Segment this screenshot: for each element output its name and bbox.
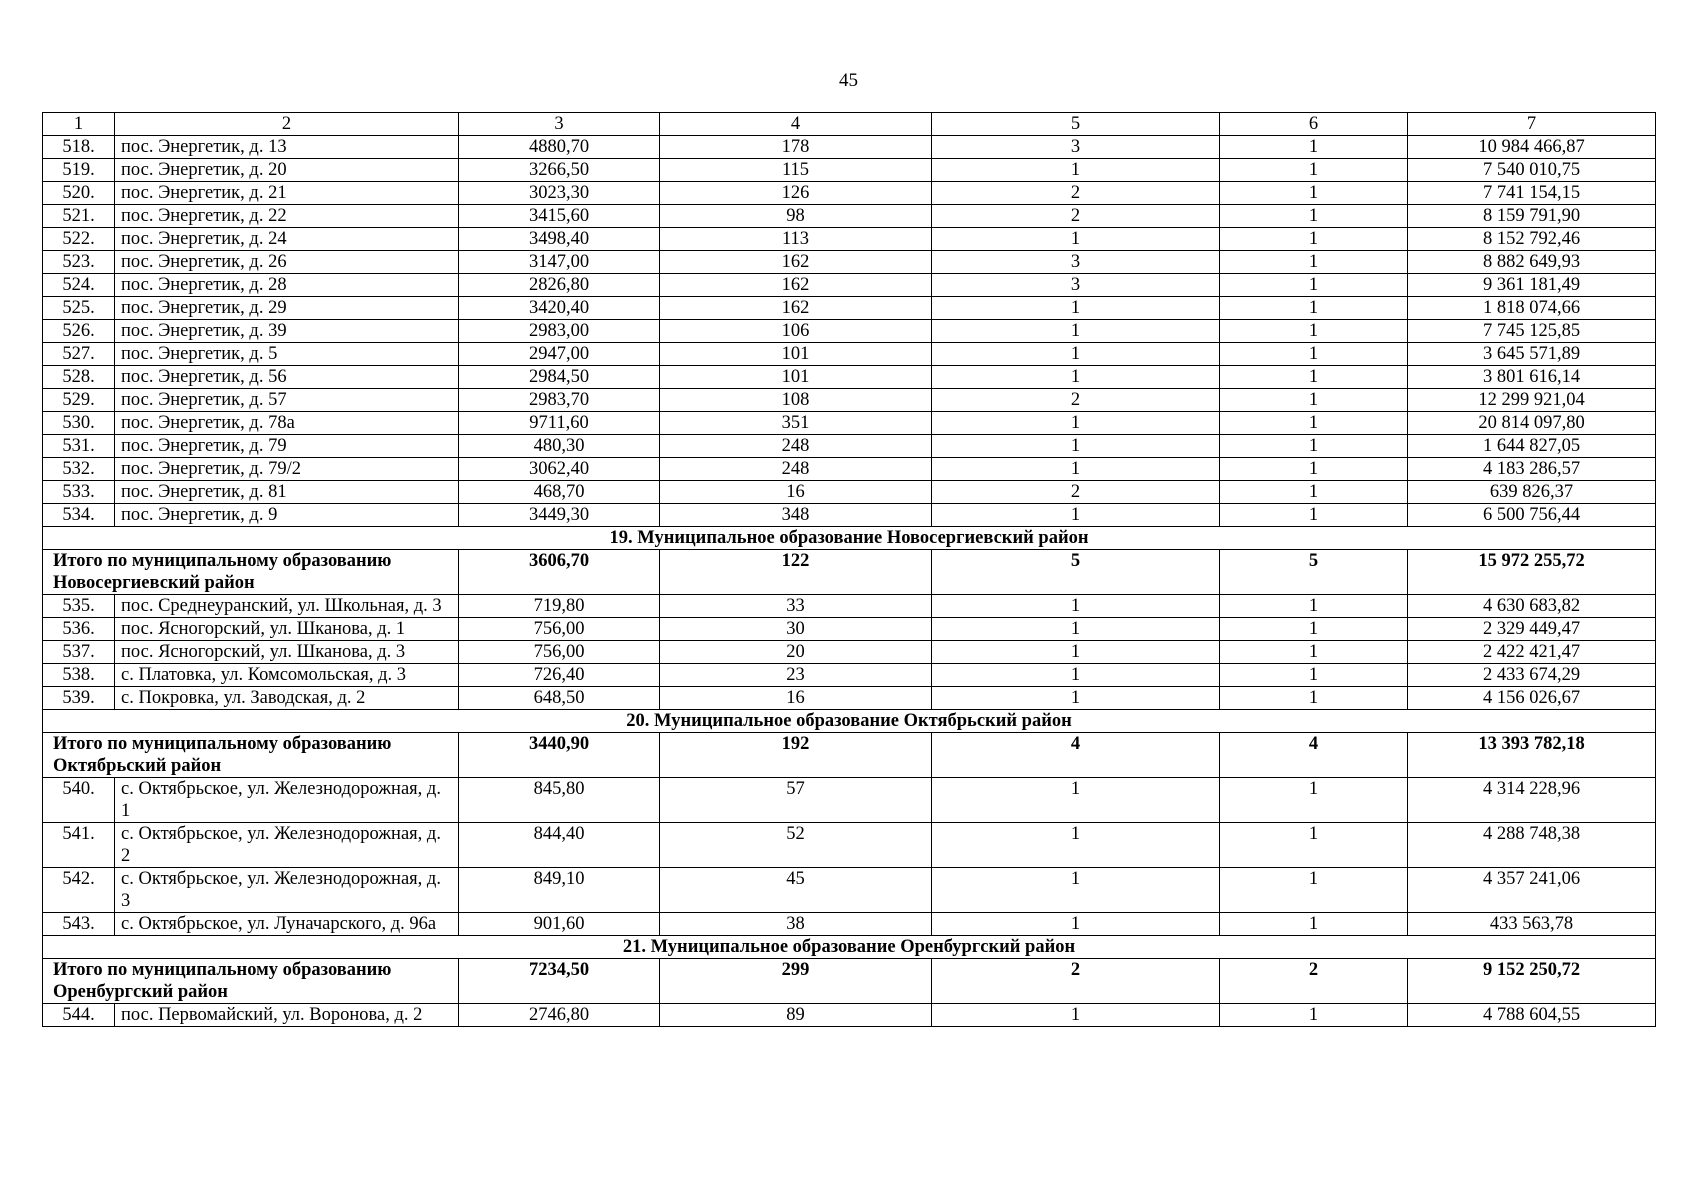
value-col-6: 1 (1220, 687, 1408, 710)
row-number: 535. (43, 595, 115, 618)
address: пос. Энергетик, д. 9 (115, 504, 459, 527)
table-row (43, 504, 1656, 527)
section-title: 20. Муниципальное образование Октябрьский район (43, 710, 1656, 733)
address: пос. Энергетик, д. 28 (115, 274, 459, 297)
table-row (43, 458, 1656, 481)
value-col-6: 1 (1220, 366, 1408, 389)
total-area: 3440,90 (459, 733, 660, 778)
residents: 16 (660, 687, 932, 710)
table-row (43, 481, 1656, 504)
value-col-5: 1 (932, 458, 1220, 481)
value-col-5: 1 (932, 297, 1220, 320)
value-col-5: 1 (932, 343, 1220, 366)
cost: 4 788 604,55 (1408, 1004, 1656, 1027)
address: с. Октябрьское, ул. Железнодорожная, д. 3 (115, 868, 459, 913)
residents: 23 (660, 664, 932, 687)
address: с. Октябрьское, ул. Железнодорожная, д. 2 (115, 823, 459, 868)
total-cost: 9 152 250,72 (1408, 959, 1656, 1004)
cost: 3 645 571,89 (1408, 343, 1656, 366)
cost: 2 329 449,47 (1408, 618, 1656, 641)
section-total-row (43, 550, 1656, 595)
row-number: 522. (43, 228, 115, 251)
area: 4880,70 (459, 136, 660, 159)
row-number: 542. (43, 868, 115, 913)
cost: 12 299 921,04 (1408, 389, 1656, 412)
address: пос. Энергетик, д. 79 (115, 435, 459, 458)
cost: 4 357 241,06 (1408, 868, 1656, 913)
column-number: 1 (43, 113, 115, 136)
value-col-5: 1 (932, 412, 1220, 435)
value-col-5: 2 (932, 205, 1220, 228)
address: пос. Энергетик, д. 29 (115, 297, 459, 320)
area: 3498,40 (459, 228, 660, 251)
section-total-row (43, 959, 1656, 1004)
table-row (43, 778, 1656, 823)
value-col-5: 1 (932, 664, 1220, 687)
area: 756,00 (459, 641, 660, 664)
housing-table (42, 112, 1656, 1027)
area: 844,40 (459, 823, 660, 868)
area: 9711,60 (459, 412, 660, 435)
residents: 126 (660, 182, 932, 205)
row-number: 539. (43, 687, 115, 710)
row-number: 525. (43, 297, 115, 320)
area: 2826,80 (459, 274, 660, 297)
section-title: 19. Муниципальное образование Новосергиевский район (43, 527, 1656, 550)
row-number: 541. (43, 823, 115, 868)
row-number: 537. (43, 641, 115, 664)
value-col-6: 1 (1220, 481, 1408, 504)
cost: 2 433 674,29 (1408, 664, 1656, 687)
cost: 8 152 792,46 (1408, 228, 1656, 251)
area: 2983,70 (459, 389, 660, 412)
cost: 7 745 125,85 (1408, 320, 1656, 343)
value-col-5: 1 (932, 366, 1220, 389)
value-col-6: 1 (1220, 868, 1408, 913)
value-col-5: 1 (932, 618, 1220, 641)
address: пос. Энергетик, д. 56 (115, 366, 459, 389)
row-number: 519. (43, 159, 115, 182)
row-number: 536. (43, 618, 115, 641)
value-col-6: 1 (1220, 159, 1408, 182)
value-col-5: 1 (932, 228, 1220, 251)
address: пос. Энергетик, д. 5 (115, 343, 459, 366)
total-label: Итого по муниципальному образованию Новосергиевский район (43, 550, 459, 595)
residents: 101 (660, 343, 932, 366)
address: с. Октябрьское, ул. Луначарского, д. 96а (115, 913, 459, 936)
table-row (43, 913, 1656, 936)
row-number: 518. (43, 136, 115, 159)
value-col-5: 2 (932, 389, 1220, 412)
area: 901,60 (459, 913, 660, 936)
value-col-6: 1 (1220, 320, 1408, 343)
residents: 33 (660, 595, 932, 618)
cost: 8 882 649,93 (1408, 251, 1656, 274)
row-number: 524. (43, 274, 115, 297)
total-col-5: 4 (932, 733, 1220, 778)
value-col-6: 1 (1220, 251, 1408, 274)
residents: 89 (660, 1004, 932, 1027)
row-number: 534. (43, 504, 115, 527)
value-col-6: 1 (1220, 182, 1408, 205)
address: пос. Энергетик, д. 39 (115, 320, 459, 343)
area: 2947,00 (459, 343, 660, 366)
table-row (43, 641, 1656, 664)
total-area: 3606,70 (459, 550, 660, 595)
address: пос. Энергетик, д. 81 (115, 481, 459, 504)
area: 849,10 (459, 868, 660, 913)
area: 3062,40 (459, 458, 660, 481)
table-row (43, 274, 1656, 297)
address: пос. Энергетик, д. 26 (115, 251, 459, 274)
value-col-6: 1 (1220, 435, 1408, 458)
value-col-5: 2 (932, 481, 1220, 504)
area: 2984,50 (459, 366, 660, 389)
table-row (43, 595, 1656, 618)
section-title-row (43, 527, 1656, 550)
address: пос. Энергетик, д. 20 (115, 159, 459, 182)
area: 468,70 (459, 481, 660, 504)
address: пос. Среднеуранский, ул. Школьная, д. 3 (115, 595, 459, 618)
value-col-6: 1 (1220, 297, 1408, 320)
total-label: Итого по муниципальному образованию Оренбургский район (43, 959, 459, 1004)
value-col-6: 1 (1220, 458, 1408, 481)
cost: 4 183 286,57 (1408, 458, 1656, 481)
total-col-6: 2 (1220, 959, 1408, 1004)
value-col-6: 1 (1220, 343, 1408, 366)
total-cost: 15 972 255,72 (1408, 550, 1656, 595)
cost: 7 540 010,75 (1408, 159, 1656, 182)
residents: 115 (660, 159, 932, 182)
residents: 351 (660, 412, 932, 435)
address: с. Платовка, ул. Комсомольская, д. 3 (115, 664, 459, 687)
value-col-5: 3 (932, 274, 1220, 297)
table-row (43, 159, 1656, 182)
cost: 10 984 466,87 (1408, 136, 1656, 159)
address: пос. Энергетик, д. 79/2 (115, 458, 459, 481)
address: пос. Ясногорский, ул. Шканова, д. 1 (115, 618, 459, 641)
residents: 30 (660, 618, 932, 641)
address: пос. Ясногорский, ул. Шканова, д. 3 (115, 641, 459, 664)
row-number: 521. (43, 205, 115, 228)
area: 3266,50 (459, 159, 660, 182)
value-col-5: 1 (932, 159, 1220, 182)
residents: 16 (660, 481, 932, 504)
table-row (43, 228, 1656, 251)
cost: 4 156 026,67 (1408, 687, 1656, 710)
value-col-6: 1 (1220, 664, 1408, 687)
value-col-6: 1 (1220, 1004, 1408, 1027)
residents: 248 (660, 435, 932, 458)
value-col-6: 1 (1220, 136, 1408, 159)
area: 726,40 (459, 664, 660, 687)
residents: 348 (660, 504, 932, 527)
table-row (43, 868, 1656, 913)
row-number: 523. (43, 251, 115, 274)
row-number: 526. (43, 320, 115, 343)
value-col-6: 1 (1220, 823, 1408, 868)
table-row (43, 297, 1656, 320)
address: пос. Энергетик, д. 21 (115, 182, 459, 205)
table-row (43, 389, 1656, 412)
total-col-5: 5 (932, 550, 1220, 595)
area: 845,80 (459, 778, 660, 823)
residents: 162 (660, 297, 932, 320)
table-row (43, 1004, 1656, 1027)
row-number: 540. (43, 778, 115, 823)
residents: 108 (660, 389, 932, 412)
residents: 20 (660, 641, 932, 664)
cost: 433 563,78 (1408, 913, 1656, 936)
value-col-5: 1 (932, 778, 1220, 823)
table-body (43, 113, 1656, 1027)
value-col-6: 1 (1220, 228, 1408, 251)
value-col-6: 1 (1220, 618, 1408, 641)
residents: 101 (660, 366, 932, 389)
column-number: 7 (1408, 113, 1656, 136)
table-row (43, 343, 1656, 366)
table-row (43, 366, 1656, 389)
cost: 1 644 827,05 (1408, 435, 1656, 458)
table-row (43, 823, 1656, 868)
total-cost: 13 393 782,18 (1408, 733, 1656, 778)
residents: 248 (660, 458, 932, 481)
area: 648,50 (459, 687, 660, 710)
value-col-5: 1 (932, 823, 1220, 868)
section-title-row (43, 936, 1656, 959)
value-col-5: 2 (932, 182, 1220, 205)
column-number: 2 (115, 113, 459, 136)
row-number: 529. (43, 389, 115, 412)
table-row (43, 251, 1656, 274)
value-col-6: 1 (1220, 641, 1408, 664)
table-row (43, 205, 1656, 228)
row-number: 531. (43, 435, 115, 458)
value-col-5: 1 (932, 504, 1220, 527)
row-number: 543. (43, 913, 115, 936)
area: 3420,40 (459, 297, 660, 320)
row-number: 532. (43, 458, 115, 481)
cost: 20 814 097,80 (1408, 412, 1656, 435)
residents: 45 (660, 868, 932, 913)
value-col-5: 1 (932, 687, 1220, 710)
cost: 2 422 421,47 (1408, 641, 1656, 664)
area: 756,00 (459, 618, 660, 641)
residents: 162 (660, 274, 932, 297)
residents: 162 (660, 251, 932, 274)
value-col-5: 1 (932, 913, 1220, 936)
area: 3023,30 (459, 182, 660, 205)
value-col-6: 1 (1220, 913, 1408, 936)
value-col-5: 1 (932, 320, 1220, 343)
value-col-6: 1 (1220, 274, 1408, 297)
total-col-5: 2 (932, 959, 1220, 1004)
row-number: 520. (43, 182, 115, 205)
cost: 4 630 683,82 (1408, 595, 1656, 618)
cost: 9 361 181,49 (1408, 274, 1656, 297)
value-col-6: 1 (1220, 504, 1408, 527)
cost: 6 500 756,44 (1408, 504, 1656, 527)
row-number: 527. (43, 343, 115, 366)
row-number: 530. (43, 412, 115, 435)
value-col-5: 1 (932, 595, 1220, 618)
value-col-5: 1 (932, 1004, 1220, 1027)
address: пос. Первомайский, ул. Воронова, д. 2 (115, 1004, 459, 1027)
address: с. Покровка, ул. Заводская, д. 2 (115, 687, 459, 710)
area: 3147,00 (459, 251, 660, 274)
area: 3449,30 (459, 504, 660, 527)
column-number: 3 (459, 113, 660, 136)
cost: 4 314 228,96 (1408, 778, 1656, 823)
residents: 38 (660, 913, 932, 936)
total-residents: 122 (660, 550, 932, 595)
section-title: 21. Муниципальное образование Оренбургский район (43, 936, 1656, 959)
total-label: Итого по муниципальному образованию Октябрьский район (43, 733, 459, 778)
value-col-5: 1 (932, 435, 1220, 458)
table-row (43, 618, 1656, 641)
cost: 639 826,37 (1408, 481, 1656, 504)
value-col-5: 3 (932, 251, 1220, 274)
table-row (43, 412, 1656, 435)
row-number: 538. (43, 664, 115, 687)
cost: 8 159 791,90 (1408, 205, 1656, 228)
column-number: 5 (932, 113, 1220, 136)
address: пос. Энергетик, д. 24 (115, 228, 459, 251)
value-col-5: 1 (932, 641, 1220, 664)
residents: 57 (660, 778, 932, 823)
page-number: 45 (839, 70, 858, 91)
row-number: 528. (43, 366, 115, 389)
address: с. Октябрьское, ул. Железнодорожная, д. 1 (115, 778, 459, 823)
address: пос. Энергетик, д. 57 (115, 389, 459, 412)
column-number-row (43, 113, 1656, 136)
cost: 3 801 616,14 (1408, 366, 1656, 389)
total-col-6: 5 (1220, 550, 1408, 595)
area: 719,80 (459, 595, 660, 618)
section-total-row (43, 733, 1656, 778)
address: пос. Энергетик, д. 78а (115, 412, 459, 435)
area: 2983,00 (459, 320, 660, 343)
residents: 106 (660, 320, 932, 343)
residents: 113 (660, 228, 932, 251)
value-col-5: 1 (932, 868, 1220, 913)
residents: 52 (660, 823, 932, 868)
total-residents: 192 (660, 733, 932, 778)
total-col-6: 4 (1220, 733, 1408, 778)
residents: 178 (660, 136, 932, 159)
address: пос. Энергетик, д. 22 (115, 205, 459, 228)
total-area: 7234,50 (459, 959, 660, 1004)
address: пос. Энергетик, д. 13 (115, 136, 459, 159)
area: 3415,60 (459, 205, 660, 228)
table-row (43, 136, 1656, 159)
value-col-6: 1 (1220, 595, 1408, 618)
column-number: 4 (660, 113, 932, 136)
cost: 7 741 154,15 (1408, 182, 1656, 205)
table-row (43, 664, 1656, 687)
section-title-row (43, 710, 1656, 733)
area: 480,30 (459, 435, 660, 458)
row-number: 544. (43, 1004, 115, 1027)
column-number: 6 (1220, 113, 1408, 136)
residents: 98 (660, 205, 932, 228)
table-row (43, 435, 1656, 458)
table-row (43, 182, 1656, 205)
table-row (43, 320, 1656, 343)
row-number: 533. (43, 481, 115, 504)
cost: 1 818 074,66 (1408, 297, 1656, 320)
cost: 4 288 748,38 (1408, 823, 1656, 868)
value-col-6: 1 (1220, 389, 1408, 412)
area: 2746,80 (459, 1004, 660, 1027)
value-col-6: 1 (1220, 412, 1408, 435)
total-residents: 299 (660, 959, 932, 1004)
value-col-6: 1 (1220, 778, 1408, 823)
value-col-5: 3 (932, 136, 1220, 159)
table-row (43, 687, 1656, 710)
value-col-6: 1 (1220, 205, 1408, 228)
